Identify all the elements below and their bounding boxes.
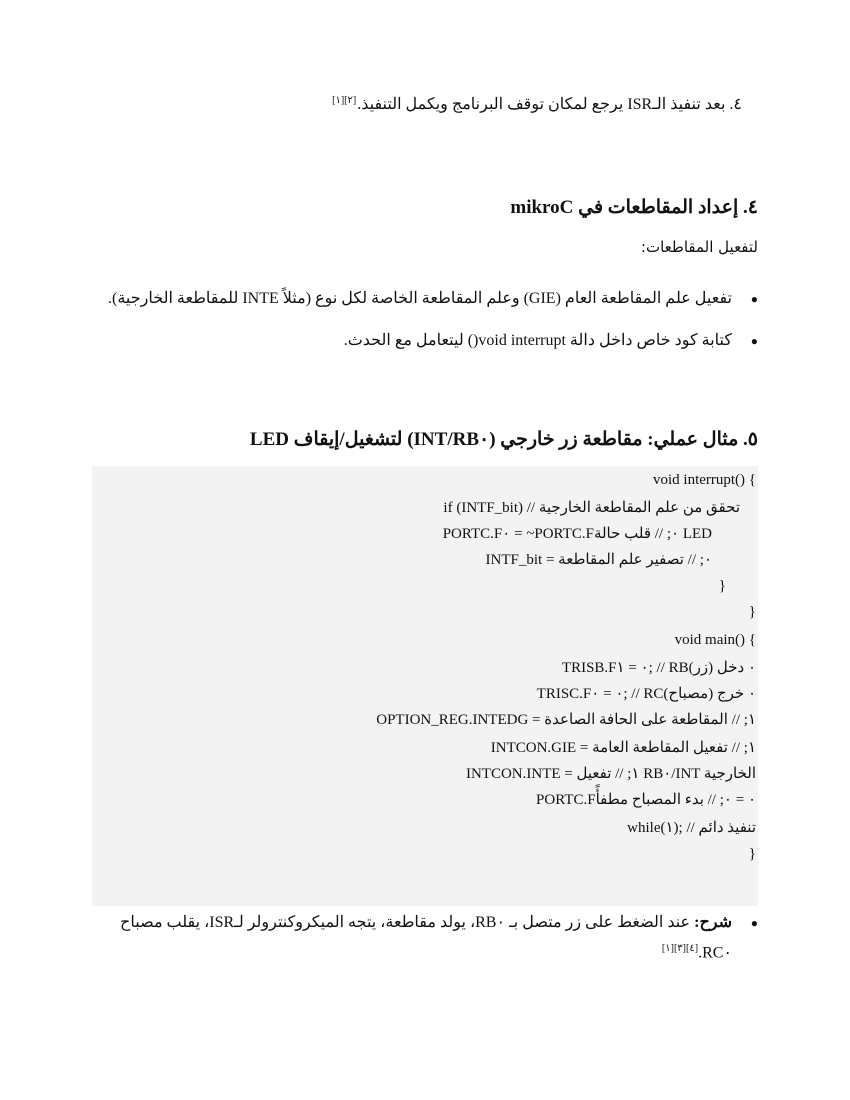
code-line: TRISB.F٠ = ١; // RB٠ دخل (زر) (561, 660, 756, 676)
code-line: } (748, 846, 756, 862)
step-4-text: ٤. بعد تنفيذ الـISR يرجع لمكان توقف البرنامج ويكمل التنفيذ. (357, 96, 742, 113)
code-line: while(١); // تنفيذ دائم (627, 820, 756, 836)
code-line: } (718, 578, 726, 594)
code-line: TRISC.F٠ = ٠; // RC٠ خرج (مصباح) (536, 686, 756, 702)
explanation-item (100, 910, 758, 966)
explanation-label: شرح: (694, 914, 732, 931)
code-line: OPTION_REG.INTEDG = ١; // المقاطعة على الحافة الصاعدة (376, 712, 756, 728)
explanation-text: عند الضغط على زر متصل بـ RB٠، يولد مقاطعة، يتجه الميكروكنترولر لـISR، يقلب مصباح RC٠. (120, 914, 732, 962)
code-line: void interrupt() { (652, 472, 756, 488)
code-line: if (INTF_bit) // تحقق من علم المقاطعة الخارجية (443, 500, 740, 516)
section-4-bullet-list-2 (100, 328, 758, 354)
code-line: PORTC.F٠ = ٠; // بدء المصباح مطفأً (536, 792, 756, 808)
code-line: } (748, 604, 756, 620)
section-4-bullet-list (100, 286, 758, 312)
bullet-interrupt-function: ● كتابة كود خاص داخل دالة void interrupt() ليتعامل مع الحدث. (100, 328, 758, 354)
section-5-heading: ٥. مثال عملي: مقاطعة زر خارجي (RB٠/INT) لتشغيل/إيقاف LED (249, 429, 758, 450)
code-line: INTCON.GIE = ١; // تفعيل المقاطعة العامة (490, 740, 756, 756)
bullet-gie: ● تفعيل علم المقاطعة العام (GIE) وعلم المقاطعة الخاصة لكل نوع (مثلاً INTE للمقاطعة الخارجية). (100, 286, 758, 312)
explanation-list (100, 910, 758, 966)
explanation-citations[interactable]: [٤][٣][١] (661, 943, 699, 954)
step-4-citations[interactable]: [٢][١] (332, 94, 357, 106)
section-4-heading: ٤. إعداد المقاطعات في mikroC (510, 197, 758, 218)
code-line: INTF_bit = ٠; // تصفير علم المقاطعة (485, 552, 712, 568)
section-4-intro: لتفعيل المقاطعات: (640, 238, 758, 256)
code-line: PORTC.F٠ = ~PORTC.F٠; // قلب حالة LED (442, 526, 712, 542)
code-line: void main() { (674, 632, 756, 648)
step-4-line (331, 94, 742, 114)
code-line: INTCON.INTE = ١; // تفعيل RB٠/INT الخارجية (465, 766, 756, 782)
